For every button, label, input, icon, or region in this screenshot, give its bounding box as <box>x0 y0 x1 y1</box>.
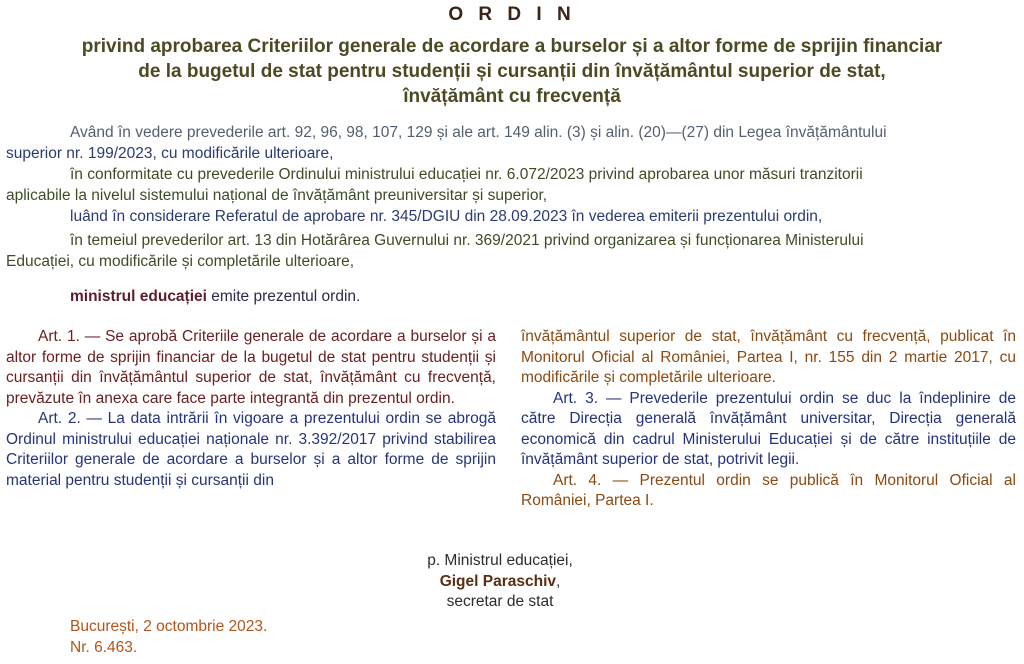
right-column <box>521 327 1016 512</box>
signatory-name-suffix: , <box>556 572 561 590</box>
document-title: O R D I N <box>448 4 576 25</box>
order-number: Nr. 6.463. <box>70 639 138 656</box>
preamble-p2-line1: în conformitate cu prevederile Ordinului ministrului educației nr. 6.072/2023 privind aprobarea unor măsuri tranzitorii <box>70 166 863 183</box>
article-4: Art. 4. — Prezentul ordin se publică în Monitorul Oficial al României, Partea I. <box>521 471 1016 509</box>
subtitle-line-2: de la bugetul de stat pentru studenții și cursanții din învățământul superior de stat, <box>138 61 886 82</box>
preamble-p1-line2: superior nr. 199/2023, cu modificările ulterioare, <box>6 145 334 162</box>
signatory-name: Gigel Paraschiv <box>439 572 556 590</box>
preamble-p3-line1: luând în considerare Referatul de aprobare nr. 345/DGIU din 28.09.2023 în vederea emiterii prezentului ordin, <box>70 208 823 225</box>
issuer-bold: ministrul educației <box>70 288 207 305</box>
article-1: Art. 1. — Se aprobă Criteriile generale de acordare a burselor și a altor forme de sprijin financiar de la bugetul de stat pentru studenții și cursanții din învățământul superior de stat, învățământ cu frecvență, prevăzute în anexa care face parte integrantă din prezentul ordin. <box>6 328 496 407</box>
issuer-line <box>70 287 360 308</box>
signature-name-line <box>300 572 700 593</box>
subtitle-line-1: privind aprobarea Criteriilor generale de acordare a burselor și a altor forme de sprijin financiar <box>81 36 943 57</box>
article-2: Art. 2. — La data intrării în vigoare a prezentului ordin se abrogă Ordinul ministrului educației naționale nr. 3.392/2017 privind stabilirea Criteriilor generale de acordare a burselor și a altor forme de sprijin material pentru studenții și cursanții din <box>6 410 496 489</box>
signature-role: secretar de stat <box>446 593 554 610</box>
place-date: București, 2 octombrie 2023. <box>70 618 268 635</box>
left-column <box>6 327 496 491</box>
issuer-rest: emite prezentul ordin. <box>206 288 361 305</box>
article-3: Art. 3. — Prevederile prezentului ordin se duc la îndeplinire de către Direcția generală învățământ universitar, Direcția generală economică din cadrul Ministerului Educației și de către instituțiile de învățământ superior de stat, potrivit legii. <box>521 389 1016 468</box>
signature-title: p. Ministrul educației, <box>427 552 573 569</box>
article-2-continued: învățământul superior de stat, învățământ cu frecvență, publicat în Monitorul Oficial al României, Partea I, nr. 155 din 2 martie 2017, cu modificările și completările ulterioare. <box>521 328 1016 386</box>
preamble-p4-line2: Educației, cu modificările și completările ulterioare, <box>6 253 355 270</box>
preamble-p1-line1: Având în vedere prevederile art. 92, 96, 98, 107, 129 și ale art. 149 alin. (3) și alin. (20)—(27) din Legea învățământului <box>70 124 887 141</box>
subtitle-line-3: învățământ cu frecvență <box>403 86 621 107</box>
document-subtitle <box>0 34 1024 109</box>
preamble-p2-line2: aplicabile la nivelul sistemului național de învățământ preuniversitar și superior, <box>6 187 548 204</box>
preamble-p4-line1: în temeiul prevederilor art. 13 din Hotărârea Guvernului nr. 369/2021 privind organizarea și funcționarea Ministerului <box>70 232 864 249</box>
signature-block <box>300 551 700 613</box>
